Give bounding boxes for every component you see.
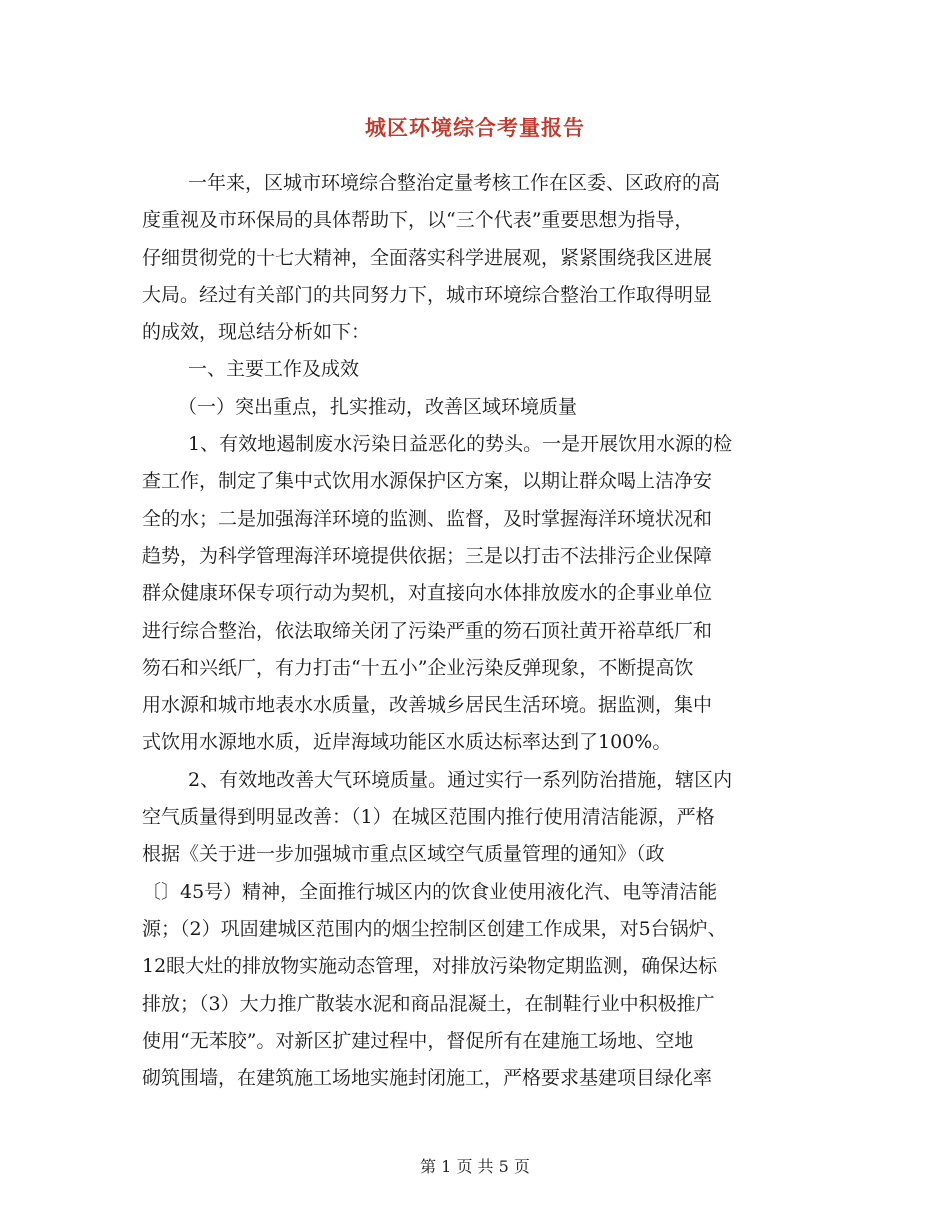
paragraph-line: 空气质量得到明显改善：（1）在城区范围内推行使用清洁能源，严格	[142, 806, 715, 829]
paragraph-line: 〔〕45号）精神，全面推行城区内的饮食业使用液化汽、电等清洁能	[142, 880, 718, 903]
paragraph-line: 查工作，制定了集中式饮用水源保护区方案，以期让群众喝上洁净安	[142, 470, 713, 493]
page-footer: 第 1 页 共 5 页	[420, 1157, 530, 1176]
paragraph-line: 用水源和城市地表水水质量，改善城乡居民生活环境。据监测，集中	[142, 694, 713, 717]
paragraph-line: 仔细贯彻党的十七大精神，全面落实科学进展观，紧紧围绕我区进展	[142, 246, 713, 269]
paragraph-line: 2、有效地改善大气环境质量。通过实行一系列防治措施，辖区内	[188, 768, 733, 791]
paragraph-line: 笏石和兴纸厂，有力打击“十五小”企业污染反弹现象，不断提高饮	[142, 656, 694, 679]
paragraph-line: 使用“无苯胶”。对新区扩建过程中，督促所有在建施工场地、空地	[142, 1029, 694, 1052]
paragraph-line: 排放；（3）大力推广散装水泥和商品混凝土，在制鞋行业中积极推广	[142, 992, 715, 1015]
document-title: 城区环境综合考量报告	[365, 115, 585, 140]
paragraph-line: 砌筑围墙，在建筑施工场地实施封闭施工，严格要求基建项目绿化率	[142, 1067, 713, 1090]
paragraph-line: 大局。经过有关部门的共同努力下，城市环境综合整治工作取得明显	[142, 283, 713, 306]
paragraph-line: 1、有效地遏制废水污染日益恶化的势头。一是开展饮用水源的检	[188, 433, 733, 456]
paragraph-line: 根据《关于进一步加强城市重点区域空气质量管理的通知》（政	[142, 843, 665, 866]
section-heading: 一、主要工作及成效	[188, 358, 360, 381]
paragraph-line: 全的水；二是加强海洋环境的监测、监督，及时掌握海洋环境状况和	[142, 507, 713, 530]
paragraph-line: 度重视及市环保局的具体帮助下，以“三个代表”重要思想为指导，	[142, 209, 694, 232]
document-body	[142, 165, 814, 1097]
paragraph-line: 进行综合整治，依法取缔关闭了污染严重的笏石顶社黄开裕草纸厂和	[142, 619, 713, 642]
paragraph-line: 式饮用水源地水质，近岸海域功能区水质达标率达到了100%。	[142, 731, 672, 754]
paragraph-line: 趋势，为科学管理海洋环境提供依据；三是以打击不法排污企业保障	[142, 544, 713, 567]
paragraph-line: 群众健康环保专项行动为契机，对直接向水体排放废水的企事业单位	[142, 582, 713, 605]
paragraph-line: 一年来，区城市环境综合整治定量考核工作在区委、区政府的高	[188, 172, 721, 194]
paragraph-line: 12眼大灶的排放物实施动态管理，对排放污染物定期监测，确保达标	[142, 955, 718, 978]
paragraph-line: 的成效，现总结分析如下：	[142, 321, 371, 344]
paragraph-line: 源；（2）巩固建城区范围内的烟尘控制区创建工作成果，对5台锅炉、	[142, 917, 727, 940]
subsection-heading: （一）突出重点，扎实推动，改善区域环境质量	[178, 395, 578, 418]
